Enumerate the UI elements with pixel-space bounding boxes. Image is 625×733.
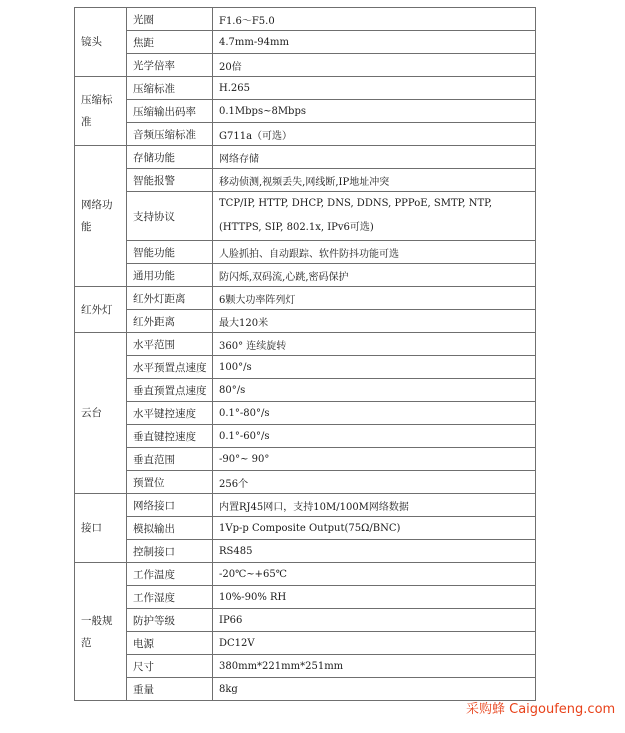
group-label: 接口 <box>75 494 127 563</box>
spec-value: 防闪烁,双码流,心跳,密码保护 <box>213 264 536 287</box>
spec-key: 水平键控速度 <box>127 402 213 425</box>
spec-key: 红外距离 <box>127 310 213 333</box>
spec-row <box>75 471 536 494</box>
watermark-text: 采购蜂 Caigoufeng.com <box>466 702 616 717</box>
spec-value: 100°/s <box>213 356 536 379</box>
spec-value <box>213 192 536 241</box>
spec-row <box>75 609 536 632</box>
spec-key: 音频压缩标准 <box>127 123 213 146</box>
spec-key: 电源 <box>127 632 213 655</box>
spec-key: 智能报警 <box>127 169 213 192</box>
spec-row <box>75 540 536 563</box>
group-label: 镜头 <box>75 8 127 77</box>
spec-key: 模拟输出 <box>127 517 213 540</box>
spec-key: 预置位 <box>127 471 213 494</box>
spec-value: -20℃~+65℃ <box>213 563 536 586</box>
spec-row <box>75 494 536 517</box>
spec-row <box>75 8 536 31</box>
spec-key: 工作温度 <box>127 563 213 586</box>
spec-row <box>75 448 536 471</box>
spec-value: 最大120米 <box>213 310 536 333</box>
spec-row <box>75 123 536 146</box>
spec-key: 工作湿度 <box>127 586 213 609</box>
spec-key: 通用功能 <box>127 264 213 287</box>
spec-value-line: (HTTPS, SIP, 802.1x, IPv6可选) <box>219 222 374 233</box>
spec-table <box>74 7 536 701</box>
group-label: 网络功能 <box>75 146 127 287</box>
spec-row <box>75 192 536 241</box>
spec-key: 水平预置点速度 <box>127 356 213 379</box>
spec-key: 红外灯距离 <box>127 287 213 310</box>
spec-row <box>75 287 536 310</box>
spec-row <box>75 100 536 123</box>
spec-key: 垂直预置点速度 <box>127 379 213 402</box>
spec-row <box>75 333 536 356</box>
spec-key: 智能功能 <box>127 241 213 264</box>
spec-row <box>75 402 536 425</box>
spec-value: 4.7mm-94mm <box>213 31 536 54</box>
spec-row <box>75 655 536 678</box>
spec-value: 0.1Mbps~8Mbps <box>213 100 536 123</box>
spec-key: 光圈 <box>127 8 213 31</box>
spec-table-body <box>75 8 536 701</box>
spec-value: 10%-90% RH <box>213 586 536 609</box>
spec-row <box>75 54 536 77</box>
spec-key: 垂直键控速度 <box>127 425 213 448</box>
spec-row <box>75 586 536 609</box>
spec-row <box>75 632 536 655</box>
spec-row <box>75 379 536 402</box>
spec-value: 0.1°-80°/s <box>213 402 536 425</box>
spec-row <box>75 31 536 54</box>
spec-value: 80°/s <box>213 379 536 402</box>
spec-row <box>75 310 536 333</box>
spec-value: 360° 连续旋转 <box>213 333 536 356</box>
spec-row <box>75 517 536 540</box>
spec-value: G711a（可选） <box>213 123 536 146</box>
spec-row <box>75 563 536 586</box>
spec-value: 0.1°-60°/s <box>213 425 536 448</box>
spec-row <box>75 241 536 264</box>
group-label: 一般规范 <box>75 563 127 701</box>
spec-key: 存储功能 <box>127 146 213 169</box>
spec-key: 水平范围 <box>127 333 213 356</box>
group-label: 压缩标准 <box>75 77 127 146</box>
group-label: 云台 <box>75 333 127 494</box>
spec-key: 压缩标准 <box>127 77 213 100</box>
spec-row <box>75 77 536 100</box>
spec-value: 内置RJ45网口，支持10M/100M网络数据 <box>213 494 536 517</box>
spec-key: 支持协议 <box>127 192 213 241</box>
spec-row <box>75 356 536 379</box>
spec-value: -90°~ 90° <box>213 448 536 471</box>
spec-value: F1.6～F5.0 <box>213 8 536 31</box>
spec-value: 20倍 <box>213 54 536 77</box>
spec-value: 380mm*221mm*251mm <box>213 655 536 678</box>
spec-row <box>75 264 536 287</box>
spec-key: 网络接口 <box>127 494 213 517</box>
spec-key: 控制接口 <box>127 540 213 563</box>
spec-key: 防护等级 <box>127 609 213 632</box>
spec-key: 压缩输出码率 <box>127 100 213 123</box>
spec-value: 8kg <box>213 678 536 701</box>
spec-key: 光学倍率 <box>127 54 213 77</box>
spec-key: 重量 <box>127 678 213 701</box>
spec-row <box>75 169 536 192</box>
group-label: 红外灯 <box>75 287 127 333</box>
spec-key: 尺寸 <box>127 655 213 678</box>
spec-row <box>75 425 536 448</box>
spec-value-line: TCP/IP, HTTP, DHCP, DNS, DDNS, PPPoE, SMTP, NTP, <box>219 198 493 209</box>
spec-key: 垂直范围 <box>127 448 213 471</box>
spec-value: 1Vp-p Composite Output(75Ω/BNC) <box>213 517 536 540</box>
spec-value: 移动侦测,视频丢失,网线断,IP地址冲突 <box>213 169 536 192</box>
spec-value: 256个 <box>213 471 536 494</box>
spec-row <box>75 146 536 169</box>
spec-value: RS485 <box>213 540 536 563</box>
spec-value: 人脸抓拍、自动跟踪、软件防抖功能可选 <box>213 241 536 264</box>
spec-key: 焦距 <box>127 31 213 54</box>
spec-value: IP66 <box>213 609 536 632</box>
spec-value: 6颗大功率阵列灯 <box>213 287 536 310</box>
spec-value: H.265 <box>213 77 536 100</box>
spec-value: DC12V <box>213 632 536 655</box>
spec-value: 网络存储 <box>213 146 536 169</box>
